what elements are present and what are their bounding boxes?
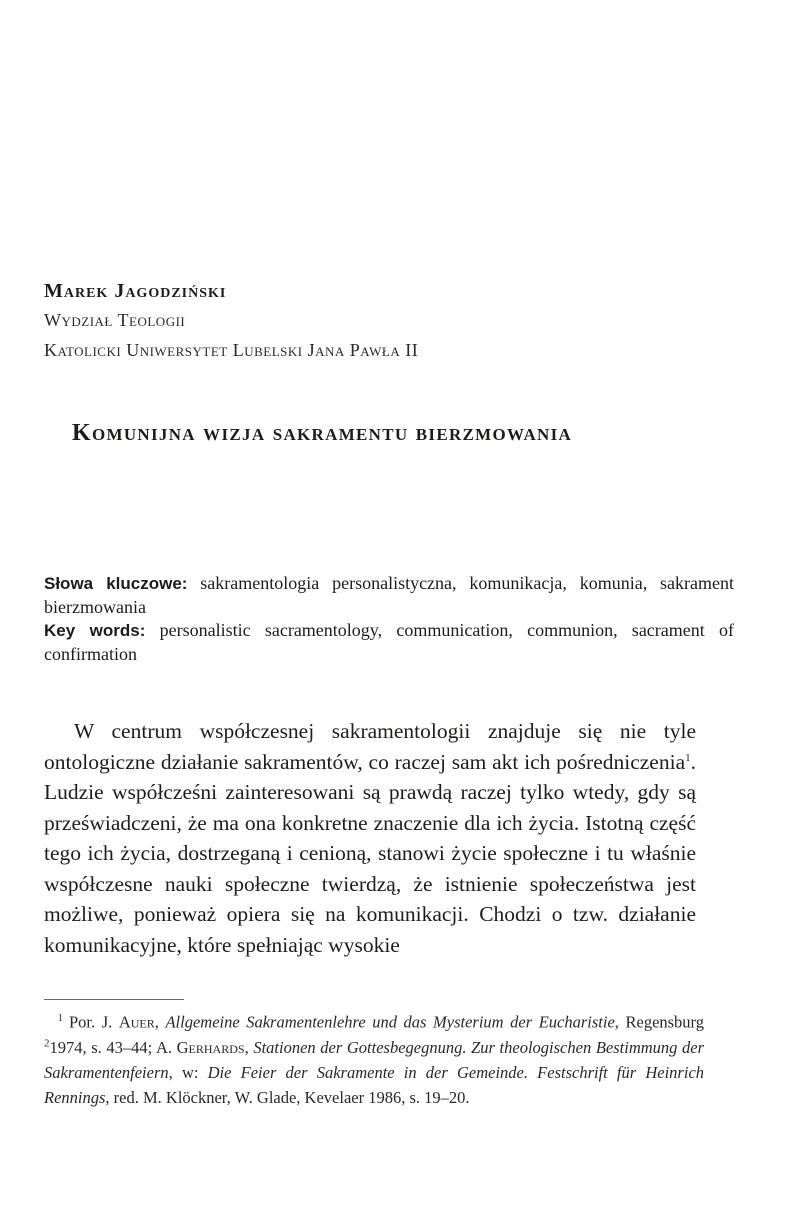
footnote: $^1$ Por. J. Auer, Allgemeine Sakramentenlehre und das Mysterium der Eucharistie, Regensburg $^2$1974, s. 43–44; A. Gerhards, Stationen der Gottesbegegnung. Zur theologischen Bestimmung der Sakramentenfeiern, w: Die Feier der Sakramente in der Gemeinde. Festschrift für Heinrich Rennings, red. M. Klöckner, W. Glade, Kevelaer 1986, s. 19–20. [44,1012,705,1107]
keywords-en [44,619,734,666]
footnote-text-2: , Regensburg [614,1012,705,1032]
footnote-text-5: , red. M. Klöckner, W. Glade, Kevelaer 1986, s. 19–20. [105,1087,470,1107]
university: Katolicki Uniwersytet Lubelski Jana Pawła II [44,340,419,360]
keywords-pl [44,572,734,619]
department: Wydział Teologii [44,310,186,330]
footnote-text-4: , w: [168,1062,199,1082]
footnote-book-title: Die Feier der Sakramente in der Gemeinde. Festschrift für Heinrich Rennings [44,1062,705,1107]
footnote-title-gerhards: Stationen der Gottesbegegnung. Zur theologischen Bestimmung der Sakramentenfeiern [44,1037,705,1082]
author-block [44,277,744,365]
footnote-text-1: Por. J. [69,1012,113,1032]
footnote-text-3: 1974, s. 43–44; A. [49,1037,172,1057]
footnote-author-auer: Auer [118,1012,155,1032]
keywords-en-label: Key words: [44,621,146,640]
keywords-en-text: personalistic sacramentology, communication, communion, sacrament of confirmation [44,620,735,664]
footnote-title-auer: Allgemeine Sakramentenlehre und das Mysterium der Eucharistie [165,1012,615,1032]
keywords-pl-text: sakramentologia personalistyczna, komunikacja, komunia, sakrament bierzmowania [44,573,734,617]
article-title: Komunijna wizja sakramentu bierzmowania [72,420,573,446]
footnote-author-gerhards: Gerhards [176,1037,245,1057]
author-name: Marek Jagodziński [44,280,227,302]
footnote-divider [44,999,184,1000]
body-text-part-2: . Ludzie współcześni zainteresowani są prawdą raczej tylko wtedy, gdy są przeświadczeni, że ma ona konkretne znaczenie dla ich życia. Istotną część tego ich życia, dostrzeganą i cenioną, stanowi życie społeczne i tu właśnie współczesne nauki społeczne twierdzą, że istnienie społeczeństwa jest możliwe, ponieważ opiera się na komunikacji. Chodzi o tzw. działanie komunikacyjne, które spełniając wysokie [44,749,696,957]
footnote-reference: 1 [685,751,691,764]
footnote-edition: 2 [44,1037,50,1049]
keywords-block [44,572,734,666]
body-text-part-1: W centrum współczesnej sakramentologii znajduje się nie tyle ontologiczne działanie sakramentów, co raczej sam akt ich pośredniczenia [44,719,696,774]
keywords-pl-label: Słowa kluczowe: [44,574,188,593]
footnote-number: 1 [58,1013,63,1024]
body-paragraph [44,716,696,960]
